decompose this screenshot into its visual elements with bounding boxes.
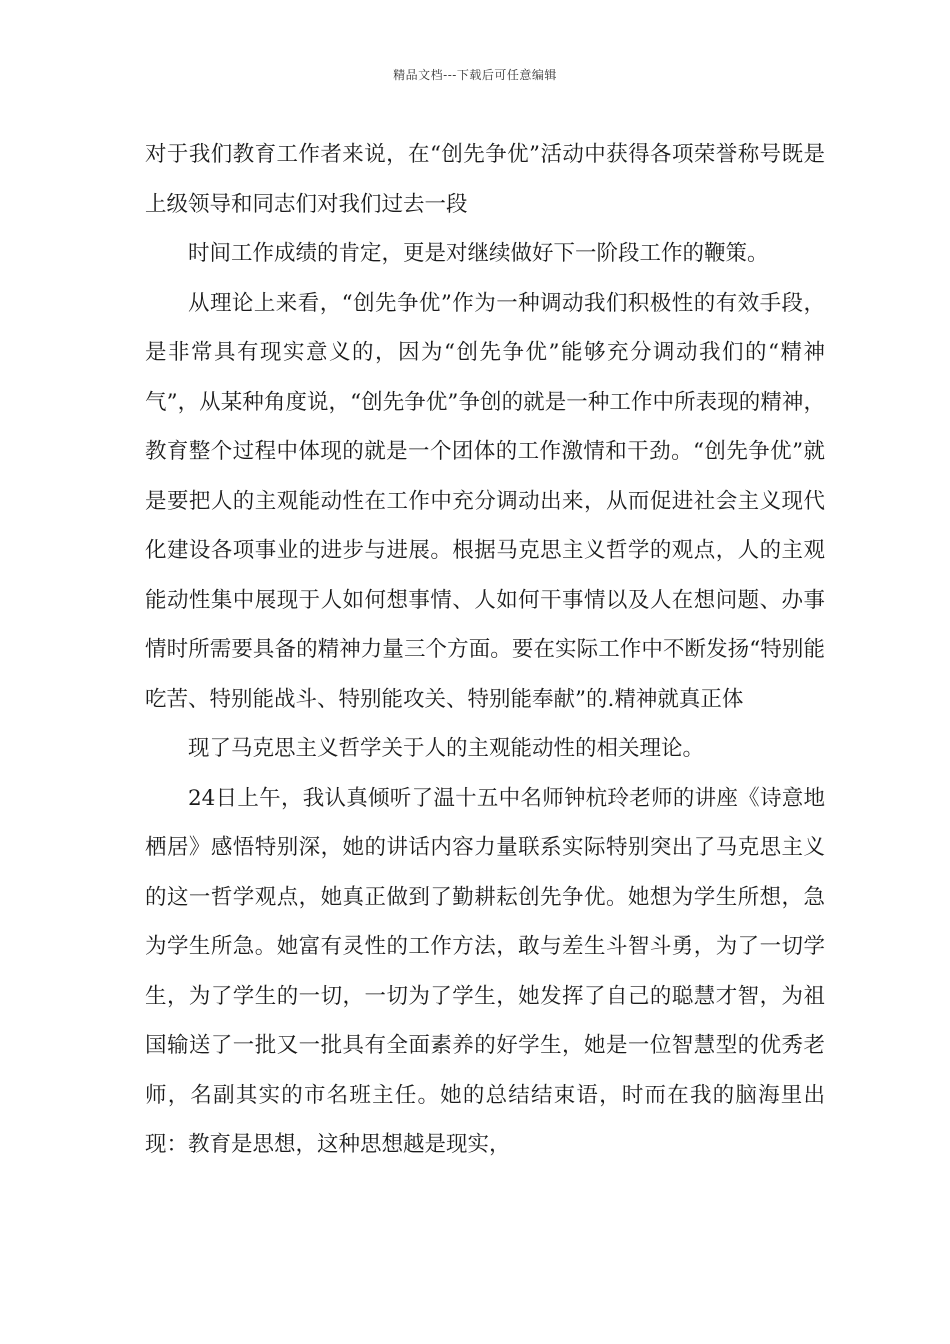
paragraph-5: 24日上午，我认真倾听了温十五中名师钟杭玲老师的讲座《诗意地栖居》感悟特别深，她的讲话内容力量联系实际特别突出了马克思主义的这一哲学观点，她真正做到了勤耕耘创先争优。她想为学生所想，急为学生所急。她富有灵性的工作方法，敢与差生斗智斗勇，为了一切学生，为了学生的一切，一切为了学生，她发挥了自己的聪慧才智，为祖国输送了一批又一批具有全面素养的好学生，她是一位智慧型的优秀老师，名副其实的市名班主任。她的总结结束语，时而在我的脑海里出现：教育是思想，这种思想越是现实， (145, 785, 825, 1157)
document-body (145, 130, 825, 1170)
paragraph-4: 现了马克思主义哲学关于人的主观能动性的相关理论。 (188, 736, 705, 761)
page-header: 精品文档---下载后可任意编辑 (393, 68, 557, 82)
paragraph-2: 时间工作成绩的肯定，更是对继续做好下一阶段工作的鞭策。 (188, 241, 769, 266)
paragraph-3: 从理论上来看，“创先争优”作为一种调动我们积极性的有效手段，是非常具有现实意义的，因为“创先争优”能够充分调动我们的“精神气”，从某种角度说，“创先争优”争创的就是一种工作中所表现的精神，教育整个过程中体现的就是一个团体的工作激情和干劲。“创先争优”就是要把人的主观能动性在工作中充分调动出来，从而促进社会主义现代化建设各项事业的进步与进展。根据马克思主义哲学的观点，人的主观能动性集中展现于人如何想事情、人如何干事情以及人在想问题、办事情时所需要具备的精神力量三个方面。要在实际工作中不断发扬“特别能吃苦、特别能战斗、特别能攻关、特别能奉献”的.精神就真正体 (145, 290, 825, 712)
paragraph-1: 对于我们教育工作者来说，在“创先争优”活动中获得各项荣誉称号既是上级领导和同志们对我们过去一段 (145, 142, 825, 217)
